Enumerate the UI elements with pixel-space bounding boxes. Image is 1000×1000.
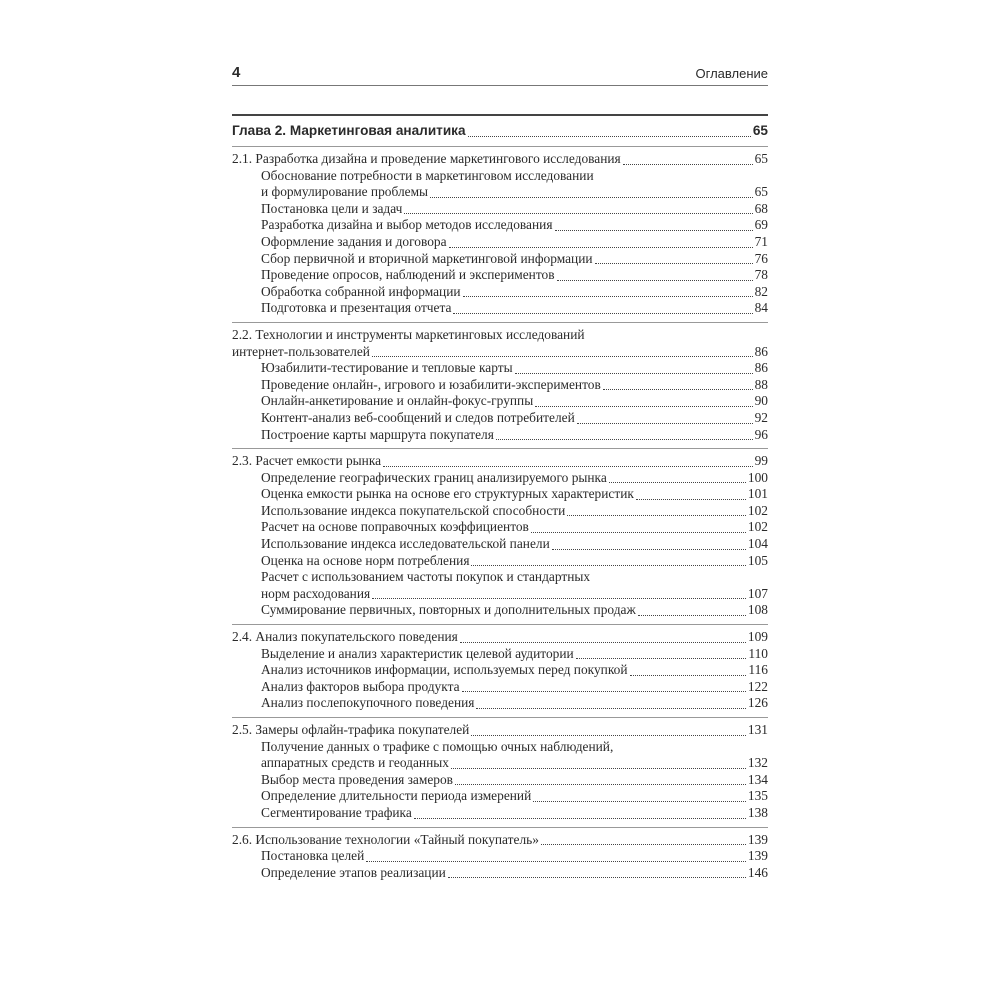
leader-dots xyxy=(460,641,746,643)
subsection-title-line: Получение данных о трафике с помощью очных наблюдений, xyxy=(261,738,614,754)
subsection-entry xyxy=(232,168,768,201)
subsection-entry xyxy=(232,865,768,882)
section-title-line: 2.2. Технологии и инструменты маркетинговых исследований xyxy=(232,326,585,342)
subsection-page: 102 xyxy=(747,519,768,535)
subsection-entry xyxy=(232,410,768,427)
subsection-page: 90 xyxy=(754,393,768,409)
subsection-title-line: Расчет с использованием частоты покупок и стандартных xyxy=(261,569,591,585)
leader-dots xyxy=(623,163,753,165)
section-title: 2.5. Замеры офлайн-трафика покупателей xyxy=(232,722,470,737)
subsection-entry xyxy=(232,470,768,487)
subsection-title: Сбор первичной и вторичной маркетинговой информации xyxy=(261,250,593,266)
section-page: 109 xyxy=(747,629,768,645)
subsection-page: 107 xyxy=(747,585,768,601)
subsection-page: 126 xyxy=(747,695,768,711)
subsection-page: 69 xyxy=(754,217,768,233)
chapter-entry xyxy=(232,116,768,147)
subsection-title: Анализ послепокупочного поведения xyxy=(261,695,475,711)
subsection-title: Определение географических границ анализируемого рынка xyxy=(261,469,607,485)
subsection-title: Проведение опросов, наблюдений и экспериментов xyxy=(261,267,555,283)
subsection-page: 82 xyxy=(754,283,768,299)
subsection-title: Обработка собранной информации xyxy=(261,283,461,299)
subsection-entry xyxy=(232,284,768,301)
subsection-page: 134 xyxy=(747,771,768,787)
subsection-title: Анализ источников информации, используемых перед покупкой xyxy=(261,662,628,678)
toc-section xyxy=(232,625,768,718)
toc-section xyxy=(232,449,768,625)
subsection-title: и формулирование проблемы xyxy=(261,184,429,200)
section-page: 139 xyxy=(747,831,768,847)
subsection-entry xyxy=(232,519,768,536)
leader-dots xyxy=(476,707,745,709)
section-entry xyxy=(232,722,768,739)
running-title: Оглавление xyxy=(695,66,768,81)
subsection-page: 88 xyxy=(754,376,768,392)
subsection-page: 100 xyxy=(747,469,768,485)
subsection-title: Суммирование первичных, повторных и дополнительных продаж xyxy=(261,602,636,618)
section-page: 86 xyxy=(754,343,768,359)
subsection-page: 65 xyxy=(754,184,768,200)
section-entry xyxy=(232,629,768,646)
leader-dots xyxy=(414,817,746,819)
subsection-page: 84 xyxy=(754,300,768,316)
leader-dots xyxy=(595,262,753,264)
chapter-page: 65 xyxy=(752,123,768,138)
subsection-title: Выделение и анализ характеристик целевой аудитории xyxy=(261,645,574,661)
subsection-page: 86 xyxy=(754,360,768,376)
subsection-entry xyxy=(232,772,768,789)
subsection-page: 102 xyxy=(747,502,768,518)
page-number: 4 xyxy=(232,64,241,81)
leader-dots xyxy=(366,860,746,862)
section-page: 65 xyxy=(754,151,768,166)
subsection-title: Использование индекса покупательской способности xyxy=(261,502,566,518)
chapter-title: Глава 2. Маркетинговая аналитика xyxy=(232,123,466,138)
subsection-page: 96 xyxy=(754,426,768,442)
subsection-entry xyxy=(232,201,768,218)
subsection-page: 101 xyxy=(747,486,768,502)
subsection-entry xyxy=(232,393,768,410)
subsection-title: норм расходования xyxy=(261,585,371,601)
subsection-entry xyxy=(232,805,768,822)
leader-dots xyxy=(383,465,753,467)
section-entry xyxy=(232,327,768,360)
leader-dots xyxy=(541,843,746,845)
subsection-entry xyxy=(232,788,768,805)
subsection-title: Расчет на основе поправочных коэффициентов xyxy=(261,519,529,535)
subsection-entry xyxy=(232,646,768,663)
subsection-title: Постановка целей xyxy=(261,848,365,864)
subsection-entry xyxy=(232,234,768,251)
subsection-page: 105 xyxy=(747,552,768,568)
subsection-title: Сегментирование трафика xyxy=(261,804,412,820)
section-entry xyxy=(232,453,768,470)
section-title: 2.3. Расчет емкости рынка xyxy=(232,453,382,469)
subsection-page: 110 xyxy=(748,645,768,661)
leader-dots xyxy=(471,564,745,566)
subsection-page: 132 xyxy=(747,755,768,771)
subsection-title: Анализ факторов выбора продукта xyxy=(261,678,460,694)
leader-dots xyxy=(557,279,753,281)
subsection-title: Построение карты маршрута покупателя xyxy=(261,426,494,442)
leader-dots xyxy=(471,734,746,736)
section-title: 2.4. Анализ покупательского поведения xyxy=(232,629,458,645)
section-entry xyxy=(232,151,768,168)
leader-dots xyxy=(576,657,747,659)
subsection-entry xyxy=(232,251,768,268)
subsection-page: 122 xyxy=(747,678,768,694)
leader-dots xyxy=(531,531,746,533)
leader-dots xyxy=(451,767,746,769)
subsection-title: Разработка дизайна и выбор методов исследования xyxy=(261,217,553,233)
subsection-page: 104 xyxy=(747,536,768,552)
subsection-title: Контент-анализ веб-сообщений и следов потребителей xyxy=(261,409,575,425)
leader-dots xyxy=(372,597,746,599)
subsection-page: 68 xyxy=(754,200,768,216)
sections-list xyxy=(232,147,768,886)
leader-dots xyxy=(404,212,752,214)
subsection-entry xyxy=(232,695,768,712)
subsection-entry xyxy=(232,377,768,394)
leader-dots xyxy=(535,405,752,407)
toc-section xyxy=(232,147,768,323)
subsection-page: 76 xyxy=(754,250,768,266)
subsection-entry xyxy=(232,662,768,679)
section-page: 131 xyxy=(747,722,768,737)
subsection-title: аппаратных средств и геоданных xyxy=(261,755,449,771)
subsection-entry xyxy=(232,602,768,619)
subsection-title: Оценка емкости рынка на основе его структурных характеристик xyxy=(261,486,634,502)
subsection-title: Подготовка и презентация отчета xyxy=(261,300,452,316)
leader-dots xyxy=(567,514,746,516)
subsection-title: Проведение онлайн-, игрового и юзабилити-экспериментов xyxy=(261,376,601,392)
leader-dots xyxy=(555,229,753,231)
leader-dots xyxy=(630,674,747,676)
section-entry xyxy=(232,832,768,849)
leader-dots xyxy=(468,135,751,137)
leader-dots xyxy=(603,388,753,390)
subsection-title: Постановка цели и задач xyxy=(261,200,403,216)
page-header xyxy=(232,64,768,84)
subsection-entry xyxy=(232,503,768,520)
subsection-entry xyxy=(232,486,768,503)
leader-dots xyxy=(638,614,746,616)
section-title: 2.6. Использование технологии «Тайный покупатель» xyxy=(232,831,539,847)
subsection-entry xyxy=(232,360,768,377)
leader-dots xyxy=(552,548,746,550)
leader-dots xyxy=(577,422,753,424)
subsection-entry xyxy=(232,679,768,696)
leader-dots xyxy=(462,690,746,692)
section-title: интернет-пользователей xyxy=(232,343,370,359)
subsection-entry xyxy=(232,536,768,553)
subsection-page: 78 xyxy=(754,267,768,283)
toc-section xyxy=(232,718,768,828)
subsection-title: Онлайн-анкетирование и онлайн-фокус-группы xyxy=(261,393,534,409)
toc-section xyxy=(232,828,768,887)
leader-dots xyxy=(515,372,753,374)
section-title: 2.1. Разработка дизайна и проведение маркетингового исследования xyxy=(232,151,621,166)
subsection-page: 139 xyxy=(747,848,768,864)
leader-dots xyxy=(496,438,753,440)
leader-dots xyxy=(448,876,746,878)
subsection-page: 135 xyxy=(747,788,768,804)
subsection-title: Оформление задания и договора xyxy=(261,233,447,249)
section-page: 99 xyxy=(754,453,768,469)
subsection-entry xyxy=(232,848,768,865)
leader-dots xyxy=(463,295,753,297)
subsection-entry xyxy=(232,300,768,317)
leader-dots xyxy=(453,312,752,314)
subsection-page: 71 xyxy=(754,233,768,249)
subsection-title: Определение длительности периода измерений xyxy=(261,788,532,804)
header-rule xyxy=(232,85,768,86)
table-of-contents xyxy=(232,116,768,886)
subsection-title: Оценка на основе норм потребления xyxy=(261,552,470,568)
leader-dots xyxy=(449,246,753,248)
toc-section xyxy=(232,323,768,449)
leader-dots xyxy=(609,481,746,483)
leader-dots xyxy=(533,800,746,802)
subsection-page: 138 xyxy=(747,804,768,820)
subsection-entry xyxy=(232,267,768,284)
subsection-entry xyxy=(232,217,768,234)
subsection-title: Выбор места проведения замеров xyxy=(261,771,454,787)
subsection-entry xyxy=(232,569,768,602)
subsection-page: 92 xyxy=(754,409,768,425)
subsection-title: Определение этапов реализации xyxy=(261,864,446,880)
leader-dots xyxy=(372,355,753,357)
subsection-entry xyxy=(232,739,768,772)
subsection-title-line: Обоснование потребности в маркетинговом исследовании xyxy=(261,167,594,183)
subsection-title: Юзабилити-тестирование и тепловые карты xyxy=(261,360,513,376)
subsection-title: Использование индекса исследовательской панели xyxy=(261,536,550,552)
leader-dots xyxy=(636,498,746,500)
subsection-entry xyxy=(232,553,768,570)
subsection-page: 108 xyxy=(747,602,768,618)
subsection-page: 146 xyxy=(747,864,768,880)
leader-dots xyxy=(430,196,753,198)
subsection-entry xyxy=(232,427,768,444)
leader-dots xyxy=(455,783,746,785)
subsection-page: 116 xyxy=(748,662,768,678)
